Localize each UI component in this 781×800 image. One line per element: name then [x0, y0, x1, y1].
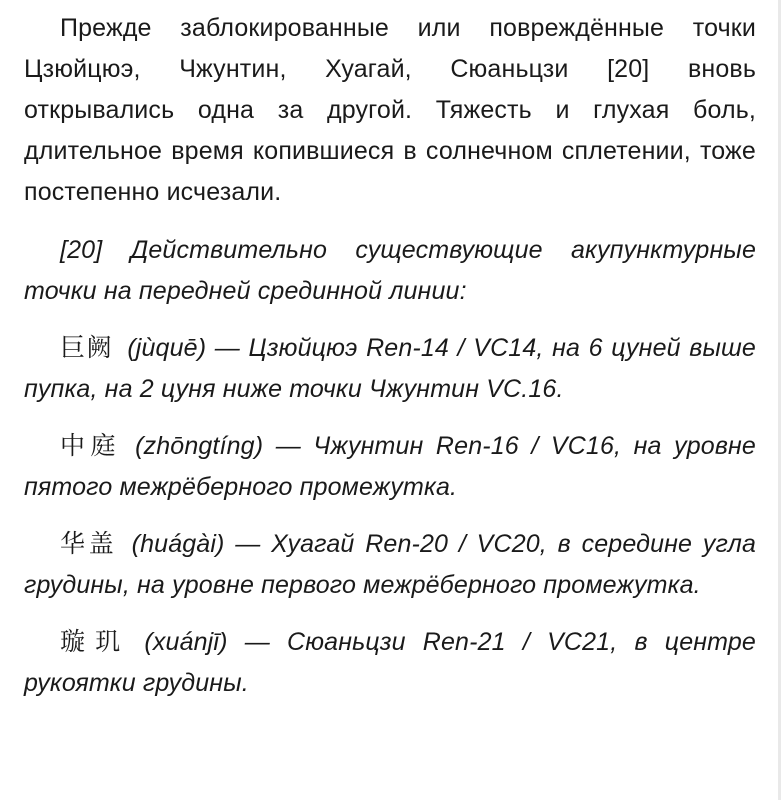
footnote-entry-text: (zhōngtíng) — Чжунтин Ren-16 / VC16, на уровне пятого межрёберного промежутка.	[24, 432, 756, 501]
hanzi-label: 巨阙	[60, 333, 114, 362]
document-content	[24, 8, 756, 719]
hanzi-label: 璇玑	[60, 627, 131, 656]
main-paragraph: Прежде заблокированные или повреждённые точки Цзюйцюэ, Чжунтин, Хуагай, Сюаньцзи [20] вновь открывались одна за другой. Тяжесть и глухая боль, длительное время копившиеся в солнечном сплетении, тоже постепенно исчезали.	[24, 14, 756, 206]
footnote-entry-text: (huágài) — Хуагай Ren-20 / VC20, в середине угла грудины, на уровне первого межрёберного промежутка.	[24, 530, 756, 599]
hanzi-label: 华盖	[60, 529, 118, 558]
footnote-entry-text: (xuánjī) — Сюаньцзи Ren-21 / VC21, в центре рукоятки грудины.	[24, 628, 756, 697]
footnote-entry-text: (jùquē) — Цзюйцюэ Ren-14 / VC14, на 6 цуней выше пупка, на 2 цуня ниже точки Чжунтин VC.16.	[24, 334, 756, 403]
footnote-entry-zhongting	[24, 425, 756, 508]
footnote-entry-xuanji	[24, 621, 756, 704]
footnote-intro: [20] Действительно существующие акупунктурные точки на передней срединной линии:	[24, 236, 756, 305]
footnote-entry-huagai	[24, 523, 756, 606]
hanzi-label: 中庭	[60, 431, 122, 460]
footnote-entry-juque	[24, 327, 756, 410]
